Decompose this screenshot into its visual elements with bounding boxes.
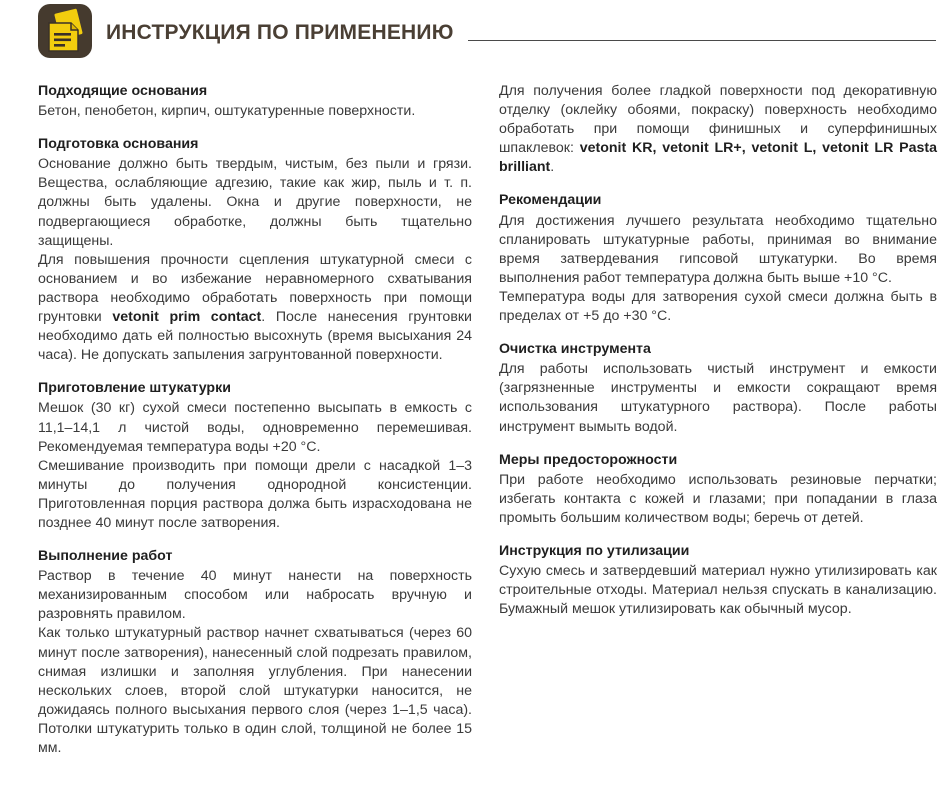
text-run: Для получения более гладкой поверхности под декоративную отделку (оклейку обоями, покраску) поверхность необходимо обработать при помощи финишных и суперфинишных шпаклевок: — [499, 83, 937, 157]
section-text: Для достижения лучшего результата необходимо тщательно спланировать штукатурные работы, принимая во внимание время затвердевания гипсовой штукатурки. Во время выполнения работ температура должна быть выше +10 °C. — [499, 212, 937, 286]
product-name: vetonit prim contact — [112, 309, 262, 326]
section-text: Сухую смесь и затвердевший материал нужно утилизировать как строительные отходы. Материал нельзя спускать в канализацию. Бумажный мешок утилизировать как обычный мусор. — [499, 563, 937, 618]
section-text: Температура воды для затворения сухой смеси должна быть в пределах от +5 до +30 °C. — [499, 288, 937, 325]
section-text: Бетон, пенобетон, кирпич, оштукатуренные поверхности. — [38, 103, 416, 120]
section-text: Для работы использовать чистый инструмент и емкости (загрязненные инструменты и емкости сокращают время использования штукатурного раствора). После работы инструмент вымыть водой. — [499, 361, 937, 435]
text-run: Для повышения прочности сцепления штукатурной смеси с основанием и во избежание неравномерного схватывания раствора необходимо обработать поверхность при помощи грунтовки — [38, 251, 472, 326]
section-work-execution — [38, 547, 472, 758]
text-run: . После нанесения грунтовки необходимо дать ей полностью высохнуть (время высыхания 24 часа). Не допускать запыления загрунтованной поверхности. — [38, 309, 472, 364]
section-text: Мешок (30 кг) сухой смеси постепенно высыпать в емкость с 11,1–14,1 л чистой воды, одновременно перемешивая. Рекомендуемая температура воды +20 °C. — [38, 400, 472, 455]
section-text — [499, 82, 937, 177]
page-title: ИНСТРУКЦИЯ ПО ПРИМЕНЕНИЮ — [106, 21, 454, 44]
section-finishing — [499, 82, 937, 177]
section-disposal — [499, 542, 937, 619]
right-column — [499, 82, 937, 633]
left-column — [38, 82, 472, 772]
section-suitable-bases — [38, 82, 472, 121]
title-divider — [468, 40, 936, 41]
section-heading: Выполнение работ — [38, 548, 173, 565]
section-safety — [499, 451, 937, 528]
section-text — [38, 251, 472, 366]
section-plaster-mixing — [38, 379, 472, 533]
section-heading: Приготовление штукатурки — [38, 380, 231, 397]
product-names: vetonit KR, vetonit LR+, vetonit L, vetonit LR Pasta brilliant — [499, 140, 937, 176]
section-tool-cleaning — [499, 340, 937, 436]
section-recommendations — [499, 191, 937, 326]
section-heading: Очистка инструмента — [499, 341, 651, 358]
section-heading: Подготовка основания — [38, 136, 199, 153]
section-text: Раствор в течение 40 минут нанести на поверхность механизированным способом или набросать вручную и разровнять правилом. — [38, 568, 472, 623]
section-heading: Подходящие основания — [38, 83, 208, 99]
section-text: Смешивание производить при помощи дрели с насадкой 1–3 минуты до получения однородной консистенции. Приготовленная порция раствора должа быть израсходована не позднее 40 минут после затворения. — [38, 457, 472, 531]
text-run: . — [550, 159, 555, 176]
section-text: Как только штукатурный раствор начнет схватываться (через 60 минут после затворения), нанесенный слой подрезать правилом, снимая излишки и заполняя углубления. При нанесении нескольких слоев, второй слой штукатурки наносится, не дожидаясь полного высыхания первого слоя (через 1–1,5 часа). Потолки штукатурить только в один слой, толщиной не более 15 мм. — [38, 625, 472, 756]
section-heading: Меры предосторожности — [499, 451, 678, 468]
section-text: При работе необходимо использовать резиновые перчатки; избегать контакта с кожей и глазами; при попадании в глаза промыть большим количеством воды; беречь от детей. — [499, 471, 937, 526]
section-heading: Рекомендации — [499, 192, 602, 209]
page-header — [38, 4, 938, 58]
section-base-preparation — [38, 135, 472, 365]
notes-document-icon — [38, 4, 92, 58]
section-heading: Инструкция по утилизации — [499, 542, 690, 559]
section-text: Основание должно быть твердым, чистым, без пыли и грязи. Вещества, ослабляющие адгезию, такие как жир, пыль и т. п. должны быть удалены. Окна и другие поверхности, не подвергающиеся обработке, должны быть тщательно защищены. — [38, 156, 472, 249]
